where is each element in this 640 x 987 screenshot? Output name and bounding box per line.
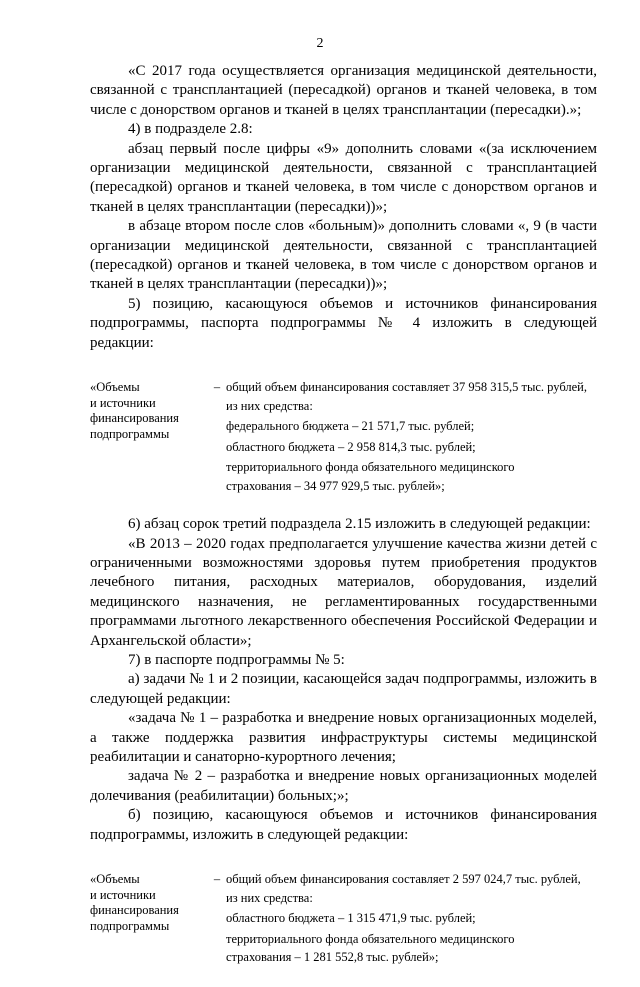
paragraph: 6) абзац сорок третий подраздела 2.15 изложить в следующей редакции:: [128, 516, 591, 533]
table-label: «Объемы и источники финансирования подпрограммы: [90, 872, 179, 933]
paragraph: задача № 2 – разработка и внедрение новых организационных моделей долечивания (реабилитации) больных;»;: [90, 768, 597, 804]
paragraph: «задача № 1 – разработка и внедрение новых организационных моделей, а также поддержка развития инфраструктуры системы медицинской реабилитации и санаторно-курортного лечения;: [90, 710, 597, 765]
paragraph: 7) в паспорте подпрограммы № 5:: [128, 651, 345, 668]
paragraph: 5) позицию, касающуюся объемов и источников финансирования подпрограммы, паспорта подпрограммы № 4 изложить в следующей редакции:: [90, 295, 597, 351]
table-values: общий объем финансирования составляет 37 958 315,5 тыс. рублей, из них средства: федерального бюджета – 21 571,7 тыс. рублей; областного бюджета – 2 958 814,3 тыс. рублей; территориального фонда обязательного медицинского страхования – 34 977 929,5 тыс. рублей»;: [226, 380, 587, 493]
paragraph: «В 2013 – 2020 годах предполагается улучшение качества жизни детей с ограниченными возможностями здоровья путем приобретения продуктов лечебного питания, расходных материалов, оборудования, изделий медицинского назначения, не регламентированных государственными программами льготного лекарственного обеспечения Российской Федерации и Архангельской области»;: [90, 535, 597, 649]
paragraph: 4) в подразделе 2.8:: [128, 121, 253, 138]
financing-table-1: [90, 380, 597, 499]
page-number: 2: [316, 36, 324, 51]
paragraph: б) позицию, касающуюся объемов и источников финансирования подпрограммы, изложить в следующей редакции:: [90, 807, 597, 843]
paragraph: «С 2017 года осуществляется организация медицинской деятельности, связанной с трансплантацией (пересадкой) органов и тканей человека, в том числе с донорством органов и тканей в целях трансплантации (пересадки).»;: [90, 63, 597, 118]
financing-table-2: [90, 872, 597, 971]
table-label: «Объемы и источники финансирования подпрограммы: [90, 380, 179, 441]
paragraph: абзац первый после цифры «9» дополнить словами «(за исключением организации медицинской деятельности, связанной с трансплантацией (пересадкой) органов и тканей человека, в том числе с донорством органов и тканей в целях трансплантации (пересадки))»;: [90, 140, 597, 215]
document-body: [90, 62, 597, 987]
table-dash: –: [213, 872, 221, 886]
table-dash: –: [213, 380, 221, 395]
paragraph: в абзаце втором после слов «больным)» дополнить словами «, 9 (в части организации медицинской деятельности, связанной с трансплантацией (пересадкой) органов и тканей человека, в том числе с донорством органов и тканей в целях трансплантации (пересадки))»;: [90, 218, 597, 293]
paragraph: а) задачи № 1 и 2 позиции, касающейся задач подпрограммы, изложить в следующей редакции:: [90, 671, 597, 707]
table-values: общий объем финансирования составляет 2 597 024,7 тыс. рублей, из них средства: областного бюджета – 1 315 471,9 тыс. рублей; территориального фонда обязательного медицинского страхования – 1 281 552,8 тыс. рублей»;: [226, 872, 581, 964]
